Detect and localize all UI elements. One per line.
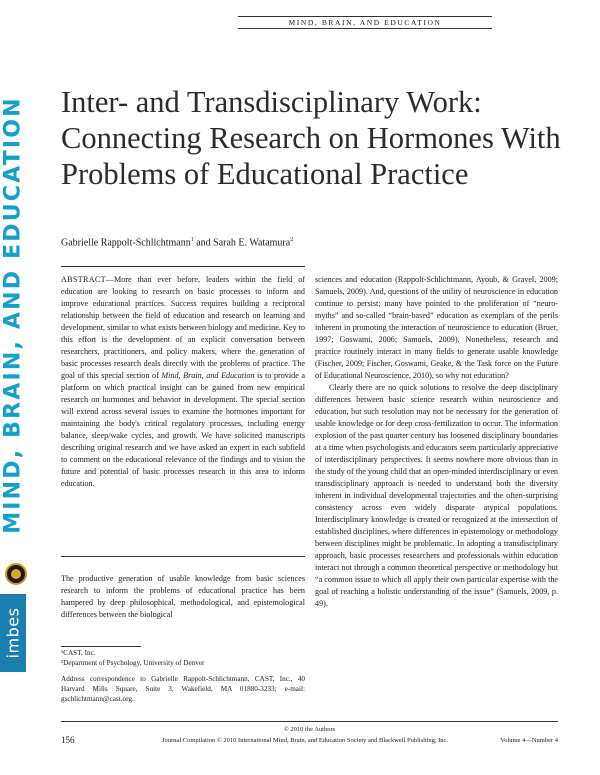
correspondence-address: Address correspondence to Gabrielle Rappolt-Schlichtmann, CAST, Inc., 40 Harvard Mills Square, Suite 3, Wakefield, MA 01880-3233; e-mail: gschlichtmann@cast.org. — [61, 675, 305, 703]
author-1-affiliation-mark: 1 — [190, 237, 194, 243]
abstract-rule-bottom — [61, 556, 305, 557]
header-rule-top — [238, 16, 492, 17]
right-column — [315, 274, 558, 610]
author-1: Gabrielle Rappolt-Schlichtmann — [61, 237, 191, 249]
abstract — [61, 274, 305, 490]
footer-copyright-authors: © 2010 the Authors — [283, 726, 336, 733]
journal-running-header: MIND, BRAIN, AND EDUCATION — [288, 18, 442, 27]
footer-rule — [61, 721, 558, 722]
footnote-1: ¹CAST, Inc. — [61, 649, 96, 657]
imbes-logo — [0, 594, 26, 672]
right-paragraph-2: Clearly there are no quick solutions to resolve the deep disciplinary differences between basic science research within neuroscience and education, but such resolution may not be necessary for the generation of usable knowledge or for deep cross-fertilization to occur. The information explosion of the past quarter century has loosened disciplinary boundaries at a time when psychologists and educators seem particularly appreciative of interdisciplinary perspectives. It seems nowhere more obvious than in the study of the young child that an open-minded interdisciplinary or even transdisciplinary approach is needed to understand both the diversity inherent in individual developmental trajectories and the often-surprising consistency across even widely disparate atypical populations. Interdisciplinary knowledge is created or recognized at the intersection of established disciplines, where differences in epistemology or methodology between disciplines might be problematic. In adopting a transdisciplinary approach, basic processes researchers and professionals within education interact not through a common theoretical perspective or methodology but “a common issue to which all apply their own particular expertise with the goal of reaching a holistic understanding of the issue” (Samuels, 2009, p. 49). — [315, 383, 558, 608]
intro-paragraph — [61, 573, 305, 621]
author-join: and — [193, 237, 214, 249]
article-title: Inter- and Transdisciplinary Work: Connecting Research on Hormones With Problems of Educational Practice — [61, 85, 561, 191]
footer-compilation: Journal Compilation © 2010 International Mind, Brain, and Education Society and Blackwell Publishing, Inc. — [161, 737, 449, 744]
footnotes — [61, 648, 305, 704]
footnote-2: ²Department of Psychology, University of Denver — [61, 659, 205, 667]
footer-volume: Volume 4—Number 4 — [500, 737, 558, 744]
intro-text: The productive generation of usable knowledge from basic sciences research to inform the problems of educational practice has been hampered by deep philosophical, methodological, and epistemological differences between the biological — [61, 574, 305, 619]
abstract-text: —More than ever before, leaders within the field of education are looking to research on basic processes to inform and improve educational practices. Success requires building a reciprocal relationship between the field of education and research on learning and development, similar to what exists between biology and medicine. Key to this effort is the development of an explicit conversation between researchers, practitioners, and policy makers, where the generation of basic processes research deals directly with the problems of practice. The goal of this special section of — [61, 275, 305, 380]
footnote-rule — [61, 646, 141, 647]
side-banner-text: MIND, BRAIN, AND EDUCATION — [0, 96, 26, 534]
page-number: 156 — [61, 735, 75, 745]
author-2-affiliation-mark: 2 — [290, 237, 294, 243]
abstract-text-continued: is to provide a platform on which practical insight can be gained from new empirical research on hormones and behavior in development. The special section will extend across several issues to examine the hormones important for maintaining the body's critical regulatory processes, including energy balance, sleep/wake cycles, and growth. We have solicited manuscripts describing original research and we have asked an expert in each subfield to comment on the educational relevance of the findings and to vision the future and potential of basic processes research in this area to inform education. — [61, 371, 305, 488]
abstract-label: ABSTRACT — [61, 275, 106, 284]
journal-name-italic: Mind, Brain, and Education — [161, 371, 255, 380]
imbes-logo-text: imbes — [3, 607, 23, 659]
header-rule-bottom — [238, 28, 492, 29]
society-seal-icon — [5, 563, 27, 585]
author-line — [61, 237, 293, 248]
abstract-rule-top — [61, 266, 305, 267]
author-2: Sarah E. Watamura — [213, 237, 291, 249]
side-banner — [0, 90, 26, 540]
right-paragraph-1: sciences and education (Rappolt-Schlichtmann, Ayoub, & Gravel, 2009; Samuels, 2009). And, questions of the utility of neuroscience in education continue to persist; many have pointed to the proliferation of “neuro-myths” and so-called “brain-based” education as exemplars of the perils inherent in promoting the interaction of neuroscience to education (Bruer, 1997; Goswami, 2006; Samuels, 2009). Nonetheless, research and practice routinely interact in many fields to generate usable knowledge (Fischer, 2009; Fischer, Goswami, Geake, & the Task force on the Future of Educational Neuroscience, 2010), so why not education? — [315, 275, 558, 380]
